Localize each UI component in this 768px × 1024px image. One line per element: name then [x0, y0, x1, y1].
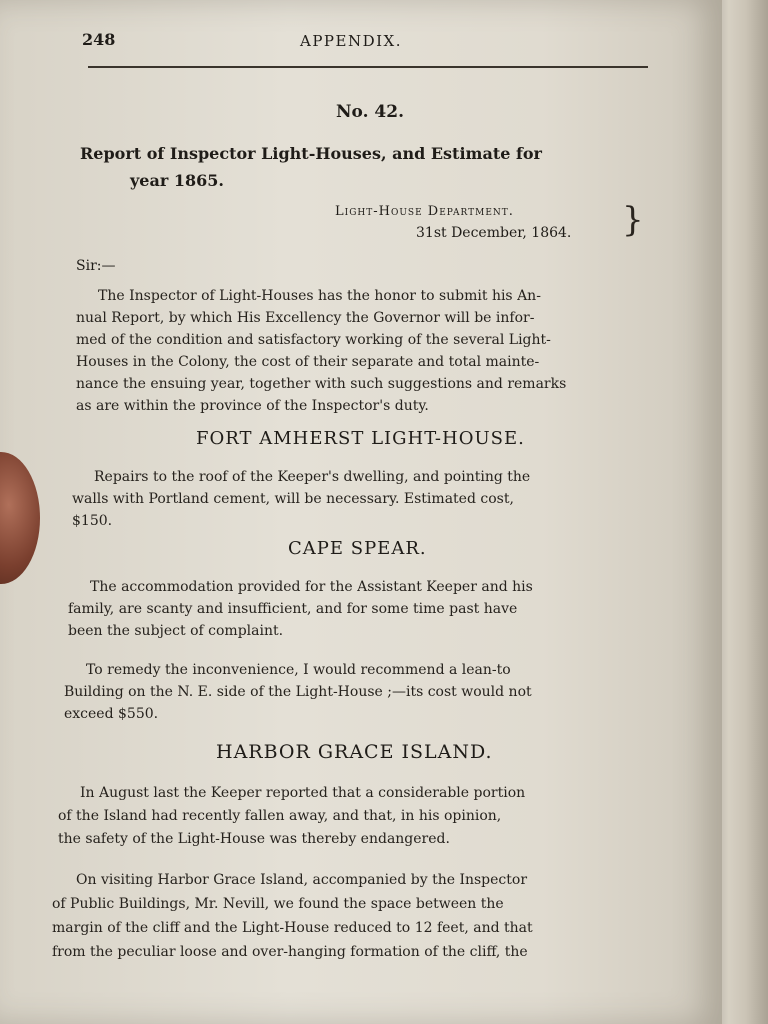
dateline-brace: } [622, 200, 644, 240]
text-line: nance the ensuing year, together with such suggestions and remarks [76, 376, 567, 392]
fort-amherst-paragraph [72, 466, 530, 532]
running-head: APPENDIX. [300, 32, 402, 50]
text-line: Houses in the Colony, the cost of their separate and total mainte- [76, 354, 540, 370]
text-line: of the Island had recently fallen away, and that, in his opinion, [58, 808, 502, 824]
dateline-date: 31st December, 1864. [416, 225, 572, 241]
text-line: In August last the Keeper reported that a considerable portion [80, 785, 526, 801]
harbor-grace-paragraph-1 [58, 782, 525, 851]
dateline-department: Light-House Department. [335, 204, 514, 219]
text-line: as are within the province of the Inspector's duty. [76, 398, 429, 414]
cape-spear-paragraph-1 [68, 576, 533, 642]
harbor-grace-paragraph-2 [52, 868, 533, 964]
section-heading-cape-spear: CAPE SPEAR. [288, 538, 427, 559]
text-line: To remedy the inconvenience, I would recommend a lean-to [86, 662, 511, 678]
report-title-line-1: Report of Inspector Light-Houses, and Estimate for [80, 144, 542, 163]
text-line: walls with Portland cement, will be necessary. Estimated cost, [72, 491, 514, 507]
text-line: Repairs to the roof of the Keeper's dwelling, and pointing the [94, 469, 531, 485]
text-line: $150. [72, 513, 113, 529]
text-line: been the subject of complaint. [68, 623, 284, 639]
text-line: The Inspector of Light-Houses has the honor to submit his An- [98, 288, 541, 304]
text-line: med of the condition and satisfactory working of the several Light- [76, 332, 551, 348]
text-line: margin of the cliff and the Light-House reduced to 12 feet, and that [52, 920, 533, 936]
text-line: The accommodation provided for the Assistant Keeper and his [90, 579, 533, 595]
document-number: No. 42. [336, 102, 404, 122]
intro-paragraph [76, 285, 566, 417]
section-heading-harbor-grace: HARBOR GRACE ISLAND. [216, 741, 493, 763]
section-heading-fort-amherst: FORT AMHERST LIGHT-HOUSE. [196, 428, 525, 449]
text-line: the safety of the Light-House was thereby endangered. [58, 831, 450, 847]
text-line: from the peculiar loose and over-hanging formation of the cliff, the [52, 944, 528, 960]
text-line: of Public Buildings, Mr. Nevill, we found the space between the [52, 896, 504, 912]
text-line: On visiting Harbor Grace Island, accompanied by the Inspector [76, 872, 528, 888]
text-line: nual Report, by which His Excellency the Governor will be infor- [76, 310, 535, 326]
text-line: exceed $550. [64, 706, 159, 722]
text-line: Building on the N. E. side of the Light-House ;—its cost would not [64, 684, 532, 700]
text-line: family, are scanty and insufficient, and for some time past have [68, 601, 518, 617]
salutation: Sir:— [76, 258, 116, 274]
header-rule [88, 66, 648, 68]
page-number: 248 [82, 30, 116, 49]
cape-spear-paragraph-2 [64, 659, 532, 725]
report-title-line-2: year 1865. [130, 171, 224, 190]
